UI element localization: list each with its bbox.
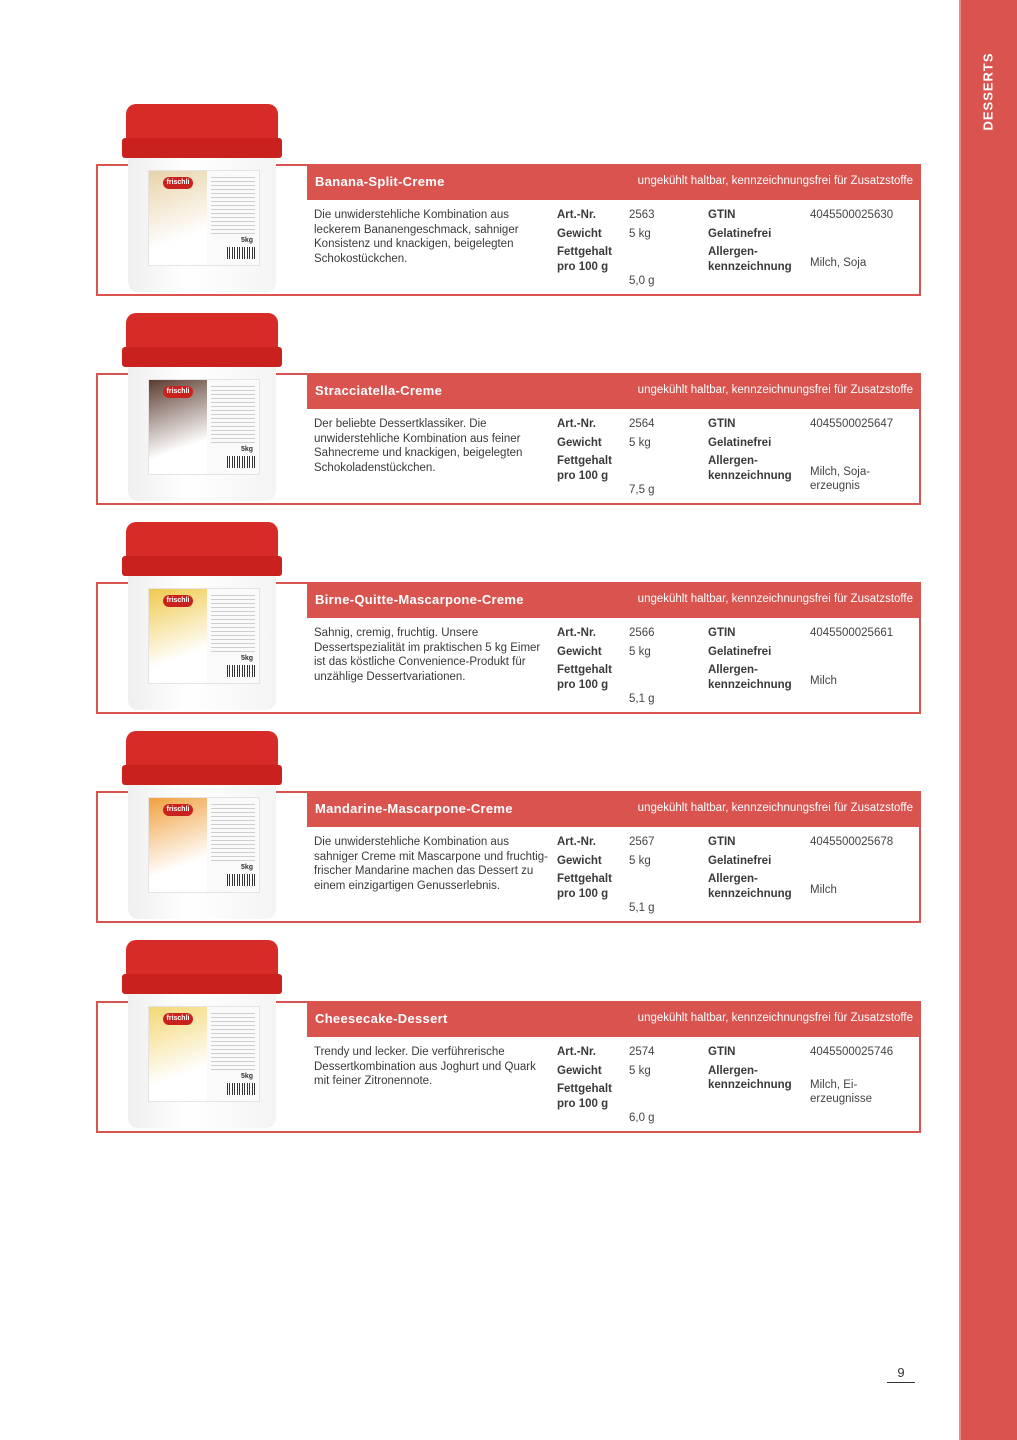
value-column-1 — [629, 626, 655, 707]
value-gtin: 4045500025647 — [810, 418, 894, 430]
product-header — [307, 1001, 921, 1037]
value-gtin: 4045500025678 — [810, 836, 894, 848]
brand-logo: frischli — [163, 177, 193, 189]
brand-logo: frischli — [163, 595, 193, 607]
label-pro-100g: pro 100 g — [557, 678, 609, 691]
label-fettgehalt: Fettgehalt — [557, 455, 612, 467]
barcode-icon — [227, 874, 255, 886]
value-column-2 — [810, 626, 910, 688]
bucket-label-weight: 5kg — [240, 655, 253, 662]
bucket-lid-rim — [122, 138, 282, 158]
label-column-1 — [557, 208, 612, 274]
value-gewicht: 5 kg — [629, 436, 651, 449]
label-column-2 — [708, 417, 792, 483]
label-column-2 — [708, 208, 792, 274]
bucket-label-text — [211, 804, 255, 864]
label-art-nr: Art.-Nr. — [557, 1046, 596, 1058]
bucket-label — [148, 588, 260, 684]
label-column-2 — [708, 835, 792, 901]
value-allergen: Milch, Ei-erzeugnisse — [810, 1078, 873, 1105]
product-name: Cheesecake-Dessert — [315, 1011, 448, 1026]
product-description: Trendy und lecker. Die verführerische Dessertkombination aus Joghurt und Quark mit feiner Zitronennote. — [314, 1046, 536, 1087]
label-column-1 — [557, 835, 612, 901]
product-header — [307, 582, 921, 618]
product-header — [307, 164, 921, 200]
value-gtin: 4045500025630 — [810, 209, 894, 221]
label-art-nr: Art.-Nr. — [557, 836, 596, 848]
label-fettgehalt: Fettgehalt — [557, 1083, 612, 1095]
label-kennzeichnung: kennzeichnung — [708, 469, 792, 482]
value-column-2 — [810, 1045, 910, 1107]
product-bucket-image — [122, 522, 282, 714]
bucket-label-text — [211, 595, 255, 655]
product-name: Birne-Quitte-Mascarpone-Creme — [315, 592, 524, 607]
label-gelatinefrei: Gelatinefrei — [708, 645, 772, 658]
label-gewicht: Gewicht — [557, 854, 602, 867]
bucket-label — [148, 170, 260, 266]
value-column-1 — [629, 1045, 655, 1126]
product-tag: ungekühlt haltbar, kennzeichnungsfrei für Zusatzstoffe — [637, 1012, 913, 1024]
value-gewicht: 5 kg — [629, 854, 651, 867]
product-tag: ungekühlt haltbar, kennzeichnungsfrei für Zusatzstoffe — [637, 593, 913, 605]
label-allergen: Allergen- — [708, 455, 758, 467]
value-art-nr: 2567 — [629, 836, 655, 848]
barcode-icon — [227, 247, 255, 259]
label-fettgehalt: Fettgehalt — [557, 246, 612, 258]
value-gtin: 4045500025661 — [810, 627, 894, 639]
label-allergen: Allergen- — [708, 1064, 758, 1077]
label-gewicht: Gewicht — [557, 227, 602, 240]
bucket-label-text — [211, 386, 255, 446]
barcode-icon — [227, 1083, 255, 1095]
value-fettgehalt: 5,1 g — [629, 693, 655, 705]
bucket-lid-rim — [122, 347, 282, 367]
value-allergen: Milch — [810, 883, 837, 896]
label-gtin: GTIN — [708, 836, 736, 848]
label-art-nr: Art.-Nr. — [557, 418, 596, 430]
value-fettgehalt: 5,1 g — [629, 902, 655, 914]
value-column-2 — [810, 417, 910, 494]
product-name: Mandarine-Mascarpone-Creme — [315, 801, 513, 816]
label-column-2 — [708, 626, 792, 692]
label-gelatinefrei: Gelatinefrei — [708, 436, 772, 449]
product-bucket-image — [122, 940, 282, 1132]
page-number: 9 — [887, 1365, 915, 1383]
product-description: Der beliebte Dessertklassiker. Die unwiderstehliche Kombination aus feiner Sahnecreme und knackigen, beigelegten Schokoladenstückchen. — [314, 418, 523, 474]
side-tab-edge — [959, 0, 961, 1440]
bucket-label — [148, 797, 260, 893]
value-allergen: Milch, Soja-erzeugnis — [810, 465, 871, 492]
bucket-label — [148, 379, 260, 475]
section-label-text: DESSERTS — [980, 51, 996, 131]
value-column-2 — [810, 835, 910, 897]
value-fettgehalt: 6,0 g — [629, 1112, 655, 1124]
label-gtin: GTIN — [708, 627, 736, 639]
bucket-label-text — [211, 1013, 255, 1073]
label-allergen: Allergen- — [708, 664, 758, 676]
bucket-lid-rim — [122, 556, 282, 576]
label-kennzeichnung: kennzeichnung — [708, 260, 792, 273]
label-pro-100g: pro 100 g — [557, 887, 609, 900]
label-gewicht: Gewicht — [557, 1064, 602, 1077]
product-description: Die unwiderstehliche Kombination aus sahniger Creme mit Mascarpone und fruchtig-frischer Mandarine machen das Dessert zu einem einzigartigen Genusserlebnis. — [314, 836, 548, 892]
value-column-1 — [629, 208, 655, 289]
bucket-label — [148, 1006, 260, 1102]
product-description: Sahnig, cremig, fruchtig. Unsere Dessertspezialität im praktischen 5 kg Eimer ist das köstliche Convenience-Produkt für unzählige Dessertvariationen. — [314, 627, 541, 683]
value-allergen: Milch — [810, 674, 837, 687]
value-column-2 — [810, 208, 910, 270]
bucket-label-weight: 5kg — [240, 1073, 253, 1080]
product-description: Die unwiderstehliche Kombination aus leckerem Bananengeschmack, sahniger Konsistenz und knackigen, beigelegten Schokostückchen. — [314, 209, 519, 265]
label-gtin: GTIN — [708, 209, 736, 221]
bucket-label-weight: 5kg — [240, 864, 253, 871]
brand-logo: frischli — [163, 1013, 193, 1025]
label-art-nr: Art.-Nr. — [557, 209, 596, 221]
label-pro-100g: pro 100 g — [557, 260, 609, 273]
value-art-nr: 2566 — [629, 627, 655, 639]
label-allergen: Allergen- — [708, 246, 758, 258]
value-art-nr: 2564 — [629, 418, 655, 430]
label-kennzeichnung: kennzeichnung — [708, 887, 792, 900]
value-gewicht: 5 kg — [629, 1064, 651, 1077]
product-tag: ungekühlt haltbar, kennzeichnungsfrei für Zusatzstoffe — [637, 175, 913, 187]
label-column-1 — [557, 1045, 612, 1111]
bucket-lid-rim — [122, 974, 282, 994]
product-tag: ungekühlt haltbar, kennzeichnungsfrei für Zusatzstoffe — [637, 802, 913, 814]
product-header — [307, 791, 921, 827]
bucket-label-weight: 5kg — [240, 446, 253, 453]
value-allergen: Milch, Soja — [810, 256, 867, 269]
label-kennzeichnung: kennzeichnung — [708, 1079, 792, 1091]
label-gelatinefrei: Gelatinefrei — [708, 227, 772, 240]
label-column-1 — [557, 417, 612, 483]
bucket-lid-rim — [122, 765, 282, 785]
product-tag: ungekühlt haltbar, kennzeichnungsfrei für Zusatzstoffe — [637, 384, 913, 396]
barcode-icon — [227, 665, 255, 677]
product-bucket-image — [122, 731, 282, 923]
product-name: Banana-Split-Creme — [315, 174, 445, 189]
label-pro-100g: pro 100 g — [557, 469, 609, 482]
brand-logo: frischli — [163, 386, 193, 398]
product-bucket-image — [122, 313, 282, 505]
value-gewicht: 5 kg — [629, 227, 651, 240]
label-pro-100g: pro 100 g — [557, 1097, 609, 1110]
value-art-nr: 2574 — [629, 1046, 655, 1058]
product-name: Stracciatella-Creme — [315, 383, 443, 398]
value-gewicht: 5 kg — [629, 645, 651, 658]
bucket-label-text — [211, 177, 255, 237]
label-gelatinefrei: Gelatinefrei — [708, 854, 772, 867]
value-art-nr: 2563 — [629, 209, 655, 221]
label-fettgehalt: Fettgehalt — [557, 873, 612, 885]
label-kennzeichnung: kennzeichnung — [708, 678, 792, 691]
label-column-1 — [557, 626, 612, 692]
barcode-icon — [227, 456, 255, 468]
label-gtin: GTIN — [708, 418, 736, 430]
bucket-label-weight: 5kg — [240, 237, 253, 244]
value-column-1 — [629, 417, 655, 498]
product-header — [307, 373, 921, 409]
section-label — [968, 46, 1008, 136]
brand-logo: frischli — [163, 804, 193, 816]
label-column-2 — [708, 1045, 792, 1093]
value-gtin: 4045500025746 — [810, 1046, 894, 1058]
label-fettgehalt: Fettgehalt — [557, 664, 612, 676]
label-allergen: Allergen- — [708, 873, 758, 885]
label-art-nr: Art.-Nr. — [557, 627, 596, 639]
value-fettgehalt: 5,0 g — [629, 275, 655, 287]
label-gewicht: Gewicht — [557, 436, 602, 449]
label-gewicht: Gewicht — [557, 645, 602, 658]
value-fettgehalt: 7,5 g — [629, 484, 655, 496]
product-bucket-image — [122, 104, 282, 296]
section-side-tab — [959, 0, 1017, 1440]
label-gtin: GTIN — [708, 1046, 736, 1058]
value-column-1 — [629, 835, 655, 916]
